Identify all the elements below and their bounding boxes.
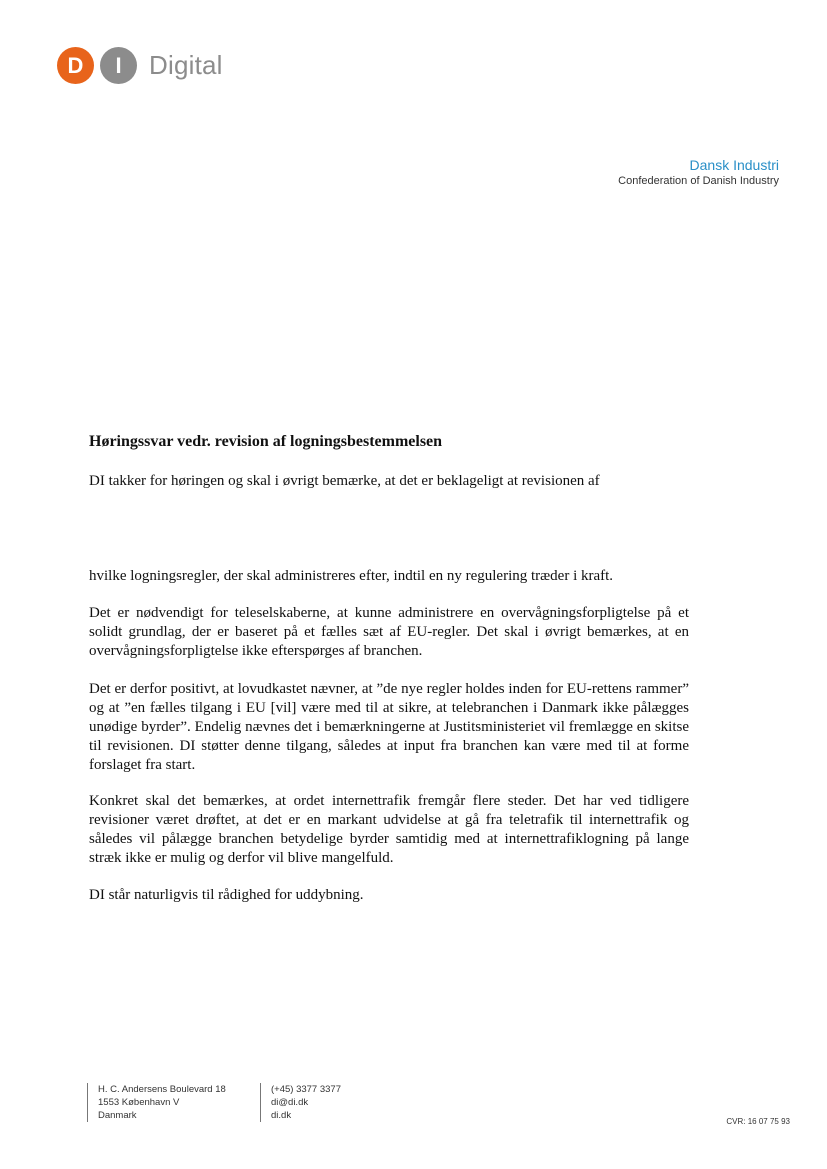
footer-cvr: CVR: 16 07 75 93 <box>726 1117 790 1126</box>
org-subtitle: Confederation of Danish Industry <box>618 175 779 187</box>
address-city: 1553 København V <box>98 1097 180 1108</box>
logo-d-circle: D <box>57 47 94 84</box>
address-street: H. C. Andersens Boulevard 18 <box>98 1084 226 1095</box>
logo-i-circle: I <box>100 47 137 84</box>
footer-address <box>87 1083 226 1122</box>
contact-phone: (+45) 3377 3377 <box>271 1084 341 1095</box>
footer-contact <box>260 1083 341 1122</box>
contact-email[interactable]: di@di.dk <box>271 1097 309 1108</box>
letter-title: Høringssvar vedr. revision af logningsbestemmelsen <box>89 433 443 450</box>
address-country: Danmark <box>98 1110 137 1121</box>
logo-wordmark: Digital <box>149 50 223 80</box>
paragraph-1: DI takker for høringen og skal i øvrigt bemærke, at det er beklageligt at revisionen af <box>89 473 600 489</box>
org-name: Dansk Industri <box>689 157 779 173</box>
organization-header <box>618 156 779 189</box>
di-digital-logo <box>57 47 223 84</box>
paragraph-3: Det er derfor positivt, at lovudkastet nævner, at ”de nye regler holdes inden for EU-rettens rammer” og at ”en fælles tilgang i EU [vil] være med til at sikre, at telebranchen i Danmark ikke pålægges unødige byrder”. Endelig nævnes det i bemærkningerne at Justitsministeriet vil fremlægge en skitse til revisionen. DI støtter denne tilgang, således at input fra branchen kan være med til at forme forslaget fra start. <box>89 681 689 773</box>
paragraph-5: DI står naturligvis til rådighed for uddybning. <box>89 887 364 903</box>
contact-website[interactable]: di.dk <box>271 1110 292 1121</box>
paragraph-2: Det er nødvendigt for teleselskaberne, at kunne administrere en overvågningsforpligtelse på et solidt grundlag, der er baseret på et fælles sæt af EU-regler. Det skal i øvrigt bemærkes, at en overvågningsforpligtelse ikke efterspørges af branchen. <box>89 605 689 659</box>
paragraph-4: Konkret skal det bemærkes, at ordet internettrafik fremgår flere steder. Det har ved tidligere revisioner været drøftet, at det er en markant udvidelse at gå fra teletrafik til internettrafik og således vil pålægge branchen betydelige byrder samtidig med at internettrafiklogning på lange stræk ikke er mulig og derfor vil blive mangelfuld. <box>89 793 689 866</box>
paragraph-1-continued: hvilke logningsregler, der skal administreres efter, indtil en ny regulering træder i kraft. <box>89 568 614 584</box>
